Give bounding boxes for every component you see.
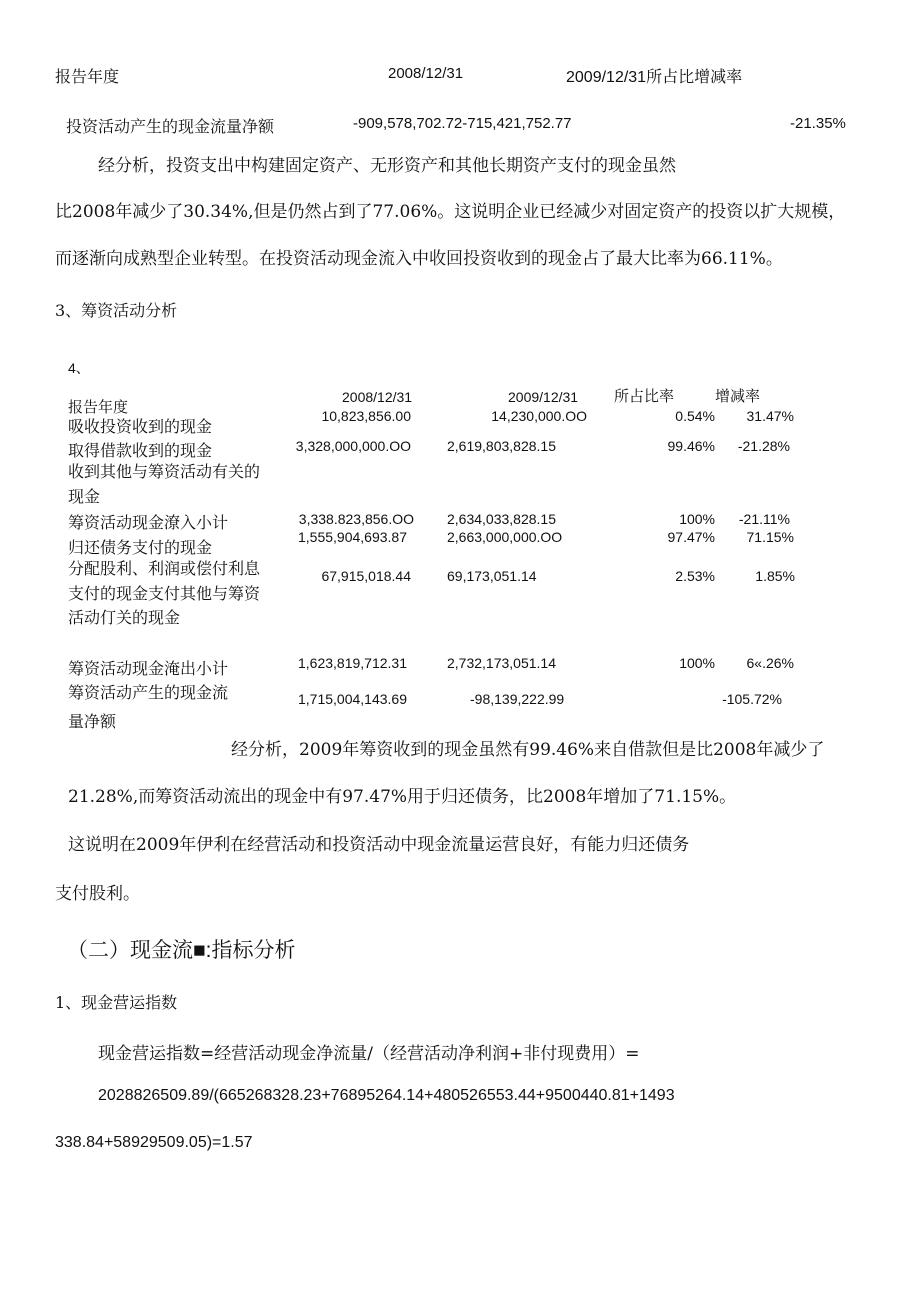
table2-row-change: -105.72% [722, 691, 782, 707]
formula-line2: 2028826509.89/(665268328.23+76895264.14+480526553.44+9500440.81+1493 [98, 1087, 675, 1104]
table2-row-2009: 2,634,033,828.15 [447, 511, 556, 527]
formula-line1: 现金营运指数=经营活动现金净流量/（经营活动净利润+非付现费用）= [98, 1044, 640, 1064]
table2-row-change: 31.47% [746, 408, 794, 424]
table2-row-label: 筹资活动现金潦入小计 [68, 515, 229, 532]
section-two-heading: （二）现金流■:指标分析 [67, 939, 296, 962]
table2-row-ratio: 100% [679, 511, 715, 527]
table2-row-2008: 1,715,004,143.69 [298, 691, 407, 707]
table2-row-label: 收到其他与筹资活动有关的 [68, 464, 261, 481]
table2-row-label: 吸收投资收到的现金 [68, 419, 213, 436]
para1-line2: 比2008年减少了30.34%,但是仍然占到了77.06%。这说明企业已经减少对固定资产的投资以扩大规模， [55, 202, 846, 222]
table2-row-change: -21.28% [737, 438, 790, 454]
table2-row-2008: 10,823,856.00 [321, 408, 411, 424]
table1-header-label: 报告年度 [55, 69, 120, 86]
para2-line1: 经分析，2009年筹资收到的现金虽然有99.46%来自借款但是比2008年减少了 [231, 740, 825, 760]
table2-row-ratio: 100% [679, 655, 715, 671]
table2-header-ratio: 所占比率 [614, 388, 675, 405]
table2-row-ratio: 2.53% [675, 568, 715, 584]
para2-line2: 21.28%,而筹资活动流出的现金中有97.47%用于归还债务，比2008年增加了71.15%。 [68, 787, 737, 807]
table2-row-change: 6«.26% [746, 655, 794, 671]
subsection-1-heading: 1、现金营运指数 [55, 993, 178, 1012]
para2-line3: 这说明在2009年伊利在经营活动和投资活动中现金流量运营良好，有能力归还债务 [68, 835, 690, 855]
item4-label: 4、 [68, 360, 90, 376]
table2-row-label: 分配股利、利润或偿付利息 [68, 561, 261, 578]
para1-line1: 经分析，投资支出中构建固定资产、无形资产和其他长期资产支付的现金虽然 [98, 156, 676, 176]
table2-header-change: 增减率 [715, 388, 761, 405]
table2-row-change: 71.15% [746, 529, 794, 545]
formula-line3: 338.84+58929509.05)=1.57 [55, 1134, 253, 1151]
para1-line3: 而逐渐向成熟型企业转型。在投资活动现金流入中收回投资收到的现金占了最大比率为66.11%。 [55, 249, 783, 269]
table1-row-change: -21.35% [790, 115, 846, 132]
table2-row-label-cont: 现金 [68, 489, 101, 506]
table2-row-ratio: 99.46% [667, 438, 715, 454]
table2-row-2009: 14,230,000.OO [491, 408, 587, 424]
section3-heading: 3、筹资活动分析 [55, 301, 178, 320]
table2-row-label-cont: 支付的现金支付其他与筹资 [68, 586, 261, 603]
table2-row-label: 筹资活动现金淹出小计 [68, 661, 229, 678]
table1-header-2009-ratio-change: 2009/12/31所占比增减率 [566, 69, 743, 86]
table2-row-change: 1.85% [755, 568, 795, 584]
table2-row-2009: 69,173,051.14 [447, 568, 537, 584]
table2-header-label: 报告年度 [68, 399, 129, 416]
table2-row-2008: 1,623,819,712.31 [298, 655, 407, 671]
table2-row-2008: 3,328,000,000.OO [295, 438, 411, 454]
table2-row-ratio: 0.54% [675, 408, 715, 424]
table2-row-2008: 67,915,018.44 [321, 568, 411, 584]
table2-header-2009: 2009/12/31 [508, 389, 579, 405]
table2-row-label-cont: 活动仃关的现金 [68, 610, 181, 627]
table2-row-label: 筹资活动产生的现金流 [68, 685, 229, 702]
table2-row-2009: 2,732,173,051.14 [447, 655, 556, 671]
para2-line4: 支付股利。 [55, 884, 140, 904]
table2-row-label: 取得借款收到的现金 [68, 443, 213, 460]
table2-header-2008: 2008/12/31 [342, 389, 413, 405]
table1-row-label: 投资活动产生的现金流量净额 [66, 119, 275, 136]
table2-row-2008: 3,338.823,856.OO [298, 511, 414, 527]
table1-row-values: -909,578,702.72-715,421,752.77 [353, 115, 572, 132]
table1-header-2008: 2008/12/31 [388, 65, 464, 82]
table2-row-label: 归还债务支付的现金 [68, 540, 213, 557]
table2-row-label-cont: 量净额 [68, 714, 117, 731]
table2-row-2009: 2,619,803,828.15 [447, 438, 556, 454]
table2-row-ratio: 97.47% [667, 529, 715, 545]
table2-row-2009: 2,663,000,000.OO [447, 529, 563, 545]
table2-row-2008: 1,555,904,693.87 [298, 529, 407, 545]
table2-row-change: -21.11% [738, 511, 790, 527]
table2-row-2009: -98,139,222.99 [470, 691, 565, 707]
